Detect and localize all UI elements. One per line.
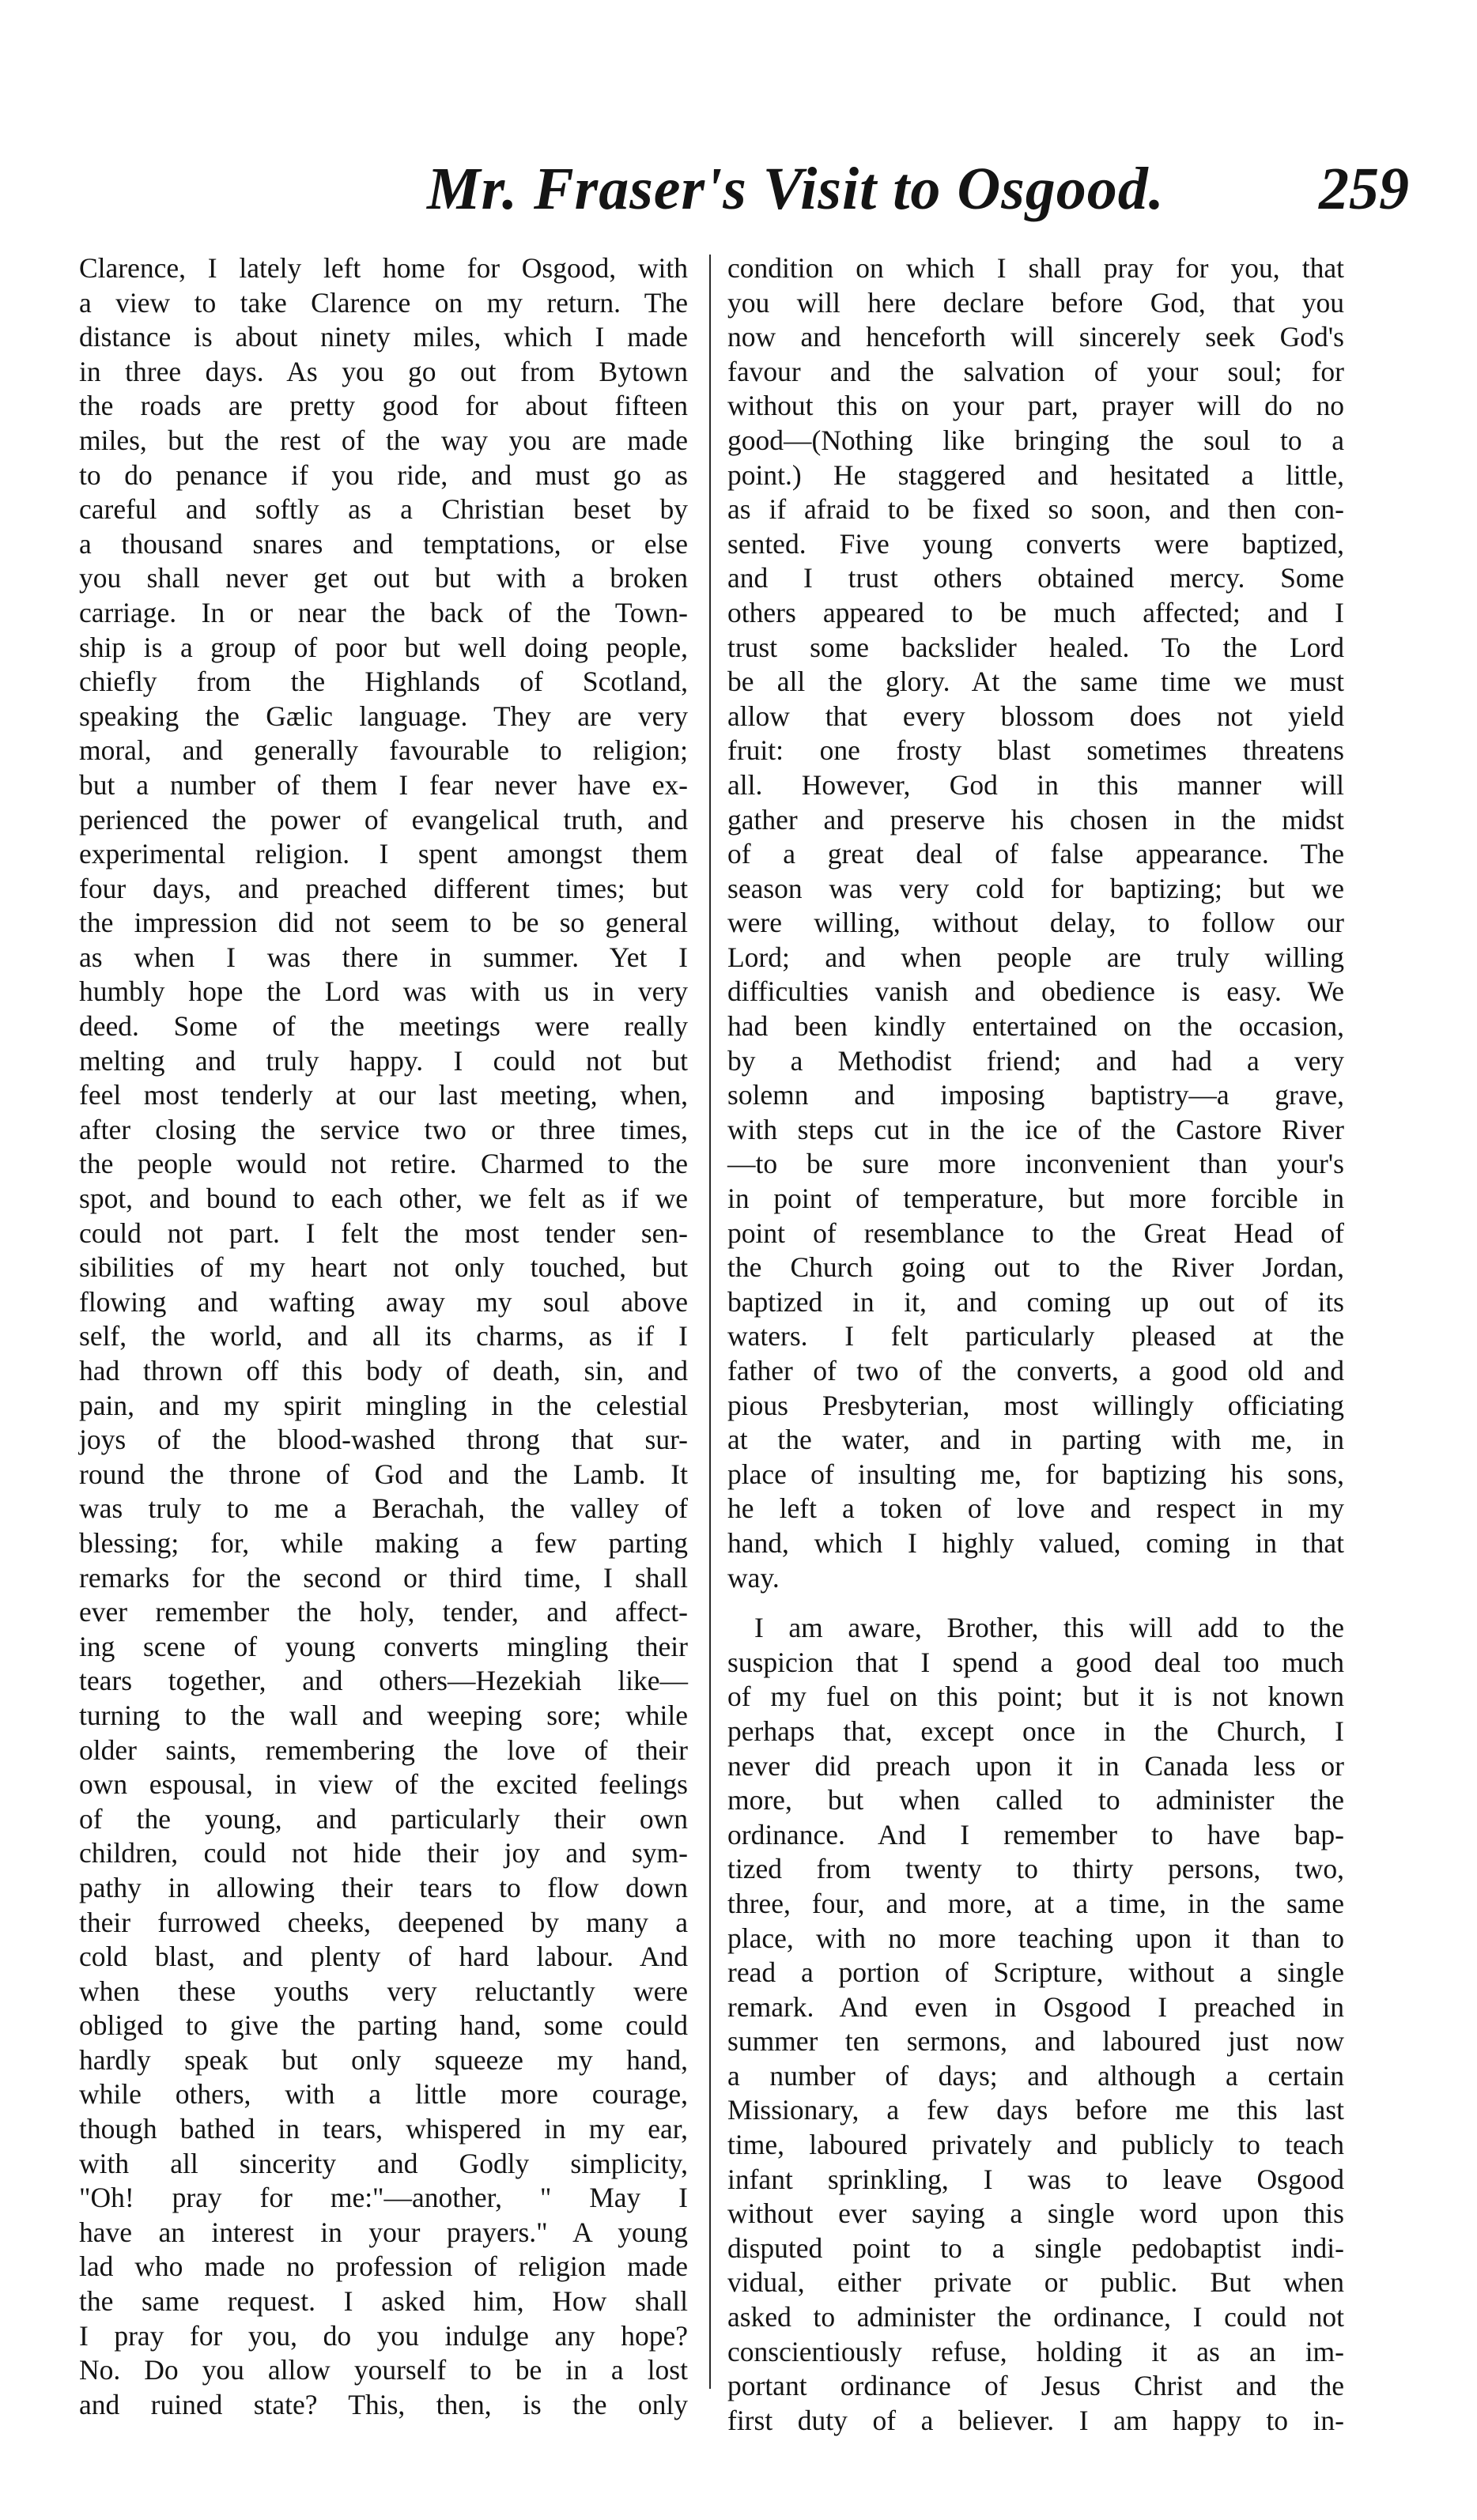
text-line: chiefly from the Highlands of Scotland, [79, 666, 688, 698]
text-line: were willing, without delay, to follow our [727, 907, 1344, 939]
text-line: of my fuel on this point; but it is not known [727, 1681, 1344, 1713]
text-line: I am aware, Brother, this will add to the [754, 1612, 1344, 1644]
text-line: with all sincerity and Godly simplicity, [79, 2147, 688, 2179]
text-line: asked to administer the ordinance, I could not [727, 2301, 1344, 2333]
text-line: tized from twenty to thirty persons, two, [727, 1853, 1344, 1885]
text-line: difficulties vanish and obedience is easy. We [727, 975, 1344, 1008]
text-line: children, could not hide their joy and sym- [79, 1837, 688, 1869]
text-line: sented. Five young converts were baptized, [727, 527, 1344, 560]
text-line: and ruined state? This, then, is the only [79, 2388, 688, 2420]
text-line: you shall never get out but with a broken [79, 562, 688, 594]
text-line: conscientiously refuse, holding it as an im- [727, 2335, 1344, 2367]
text-line: ever remember the holy, tender, and affect- [79, 1596, 688, 1628]
text-line: to do penance if you ride, and must go as [79, 458, 688, 491]
text-line: pathy in allowing their tears to flow down [79, 1871, 688, 1903]
text-line: could not part. I felt the most tender sen- [79, 1217, 688, 1249]
text-line: Clarence, I lately left home for Osgood, with [79, 252, 688, 284]
text-line: be all the glory. At the same time we must [727, 666, 1344, 698]
text-line: moral, and generally favourable to religion; [79, 734, 688, 767]
left-column [79, 251, 688, 2422]
text-line: lad who made no profession of religion made [79, 2250, 688, 2283]
text-line: summer ten sermons, and laboured just now [727, 2025, 1344, 2058]
text-line: pious Presbyterian, most willingly officiating [727, 1389, 1344, 1421]
text-line: now and henceforth will sincerely seek God's [727, 321, 1344, 353]
text-line: ing scene of young converts mingling their [79, 1630, 688, 1662]
running-title: Mr. Fraser's Visit to Osgood. [427, 156, 1165, 222]
text-line: the impression did not seem to be so general [79, 907, 688, 939]
text-line: experimental religion. I spent amongst them [79, 838, 688, 870]
text-line: joys of the blood-washed throng that sur- [79, 1424, 688, 1456]
text-line: hand, which I highly valued, coming in that [727, 1526, 1344, 1559]
text-line: carriage. In or near the back of the Town- [79, 596, 688, 628]
text-line: disputed point to a single pedobaptist indi- [727, 2231, 1344, 2264]
text-line: solemn and imposing baptistry—a grave, [727, 1079, 1344, 1111]
text-line: never did preach upon it in Canada less or [727, 1749, 1344, 1782]
text-line: time, laboured privately and publicly to teach [727, 2129, 1344, 2161]
text-line: more, but when called to administer the [727, 1784, 1344, 1816]
text-line: in point of temperature, but more forcible in [727, 1183, 1344, 1215]
text-line: pain, and my spirit mingling in the celestial [79, 1389, 688, 1421]
text-line: Missionary, a few days before me this last [727, 2094, 1344, 2126]
text-line: tears together, and others—Hezekiah like— [79, 1665, 688, 1697]
text-line: No. Do you allow yourself to be in a lost [79, 2354, 688, 2386]
text-line: he left a token of love and respect in my [727, 1492, 1344, 1525]
text-line: distance is about ninety miles, which I made [79, 321, 688, 353]
text-line: their furrowed cheeks, deepened by many a [79, 1906, 688, 1938]
text-line: obliged to give the parting hand, some could [79, 2009, 688, 2042]
text-line: perhaps that, except once in the Church, I [727, 1715, 1344, 1747]
page-number: 259 [1319, 156, 1409, 222]
text-line: gather and preserve his chosen in the midst [727, 803, 1344, 836]
text-line: Lord; and when people are truly willing [727, 941, 1344, 973]
text-line: three, four, and more, at a time, in the same [727, 1887, 1344, 1919]
text-line: infant sprinkling, I was to leave Osgood [727, 2163, 1344, 2195]
text-line: but a number of them I fear never have ex- [79, 768, 688, 801]
text-line: point.) He staggered and hesitated a little, [727, 458, 1344, 491]
text-line: self, the world, and all its charms, as if I [79, 1320, 688, 1352]
text-line: round the throne of God and the Lamb. It [79, 1458, 688, 1490]
text-line: others appeared to be much affected; and I [727, 596, 1344, 628]
text-line: father of two of the converts, a good old and [727, 1355, 1344, 1386]
page-header [0, 155, 1477, 242]
paragraph-gap [727, 1595, 1344, 1611]
text-line: as if afraid to be fixed so soon, and then con- [727, 493, 1344, 526]
text-line: without this on your part, prayer will do no [727, 390, 1344, 422]
text-line: "Oh! pray for me:"—another, " May I [79, 2182, 688, 2214]
text-line: remarks for the second or third time, I shall [79, 1561, 688, 1594]
text-line: baptized in it, and coming up out of its [727, 1285, 1344, 1318]
text-line: older saints, remembering the love of their [79, 1733, 688, 1766]
text-line: when these youths very reluctantly were [79, 1975, 688, 2007]
text-line: melting and truly happy. I could not but [79, 1044, 688, 1077]
text-line: with steps cut in the ice of the Castore River [727, 1113, 1344, 1145]
right-column [727, 251, 1344, 2438]
text-line: point of resemblance to the Great Head of [727, 1217, 1344, 1249]
text-line: first duty of a believer. I am happy to in- [727, 2404, 1344, 2436]
text-line: waters. I felt particularly pleased at the [727, 1320, 1344, 1352]
text-line: a thousand snares and temptations, or else [79, 527, 688, 560]
text-line: vidual, either private or public. But when [727, 2266, 1344, 2299]
text-line: feel most tenderly at our last meeting, when, [79, 1079, 688, 1111]
text-line: was truly to me a Berachah, the valley of [79, 1492, 688, 1525]
text-line: have an interest in your prayers." A young [79, 2216, 688, 2248]
text-line: condition on which I shall pray for you, that [727, 252, 1344, 284]
text-line: of a great deal of false appearance. The [727, 838, 1344, 870]
text-line: the Church going out to the River Jordan, [727, 1251, 1344, 1284]
text-line: while others, with a little more courage, [79, 2078, 688, 2111]
text-line: the people would not retire. Charmed to the [79, 1148, 688, 1180]
text-line: hardly speak but only squeeze my hand, [79, 2043, 688, 2076]
text-line: and I trust others obtained mercy. Some [727, 562, 1344, 594]
text-line: good—(Nothing like bringing the soul to a [727, 424, 1344, 456]
text-line: though bathed in tears, whispered in my ear, [79, 2113, 688, 2145]
text-line: fruit: one frosty blast sometimes threatens [727, 734, 1344, 767]
text-line: place, with no more teaching upon it than to [727, 1922, 1344, 1954]
text-line: ship is a group of poor but well doing people, [79, 631, 688, 663]
text-line: all. However, God in this manner will [727, 768, 1344, 801]
text-line: ordinance. And I remember to have bap- [727, 1818, 1344, 1850]
column-divider [709, 255, 711, 2389]
text-line: allow that every blossom does not yield [727, 700, 1344, 732]
text-line: trust some backslider healed. To the Lord [727, 631, 1344, 663]
text-line: sibilities of my heart not only touched, but [79, 1251, 688, 1284]
text-line: careful and softly as a Christian beset by [79, 493, 688, 526]
text-line: —to be sure more inconvenient than your's [727, 1148, 1344, 1180]
text-line: remark. And even in Osgood I preached in [727, 1990, 1344, 2023]
text-line: of the young, and particularly their own [79, 1802, 688, 1835]
text-line: without ever saying a single word upon this [727, 2197, 1344, 2230]
text-line: at the water, and in parting with me, in [727, 1424, 1344, 1456]
text-line: suspicion that I spend a good deal too much [727, 1646, 1344, 1678]
text-line: a view to take Clarence on my return. The [79, 286, 688, 319]
text-line: blessing; for, while making a few parting [79, 1526, 688, 1559]
text-line: humbly hope the Lord was with us in very [79, 975, 688, 1008]
text-line: I pray for you, do you indulge any hope? [79, 2319, 688, 2352]
text-line: cold blast, and plenty of hard labour. And [79, 1941, 688, 1973]
text-line: spot, and bound to each other, we felt as if we [79, 1183, 688, 1215]
text-line: had thrown off this body of death, sin, and [79, 1355, 688, 1386]
text-line: by a Methodist friend; and had a very [727, 1044, 1344, 1077]
text-line: season was very cold for baptizing; but we [727, 872, 1344, 904]
text-line: favour and the salvation of your soul; for [727, 355, 1344, 387]
text-line: deed. Some of the meetings were really [79, 1010, 688, 1043]
text-line: flowing and wafting away my soul above [79, 1285, 688, 1318]
text-line: the same request. I asked him, How shall [79, 2285, 688, 2318]
text-line: four days, and preached different times; but [79, 872, 688, 904]
text-line: a number of days; and although a certain [727, 2059, 1344, 2092]
text-line: way. [727, 1561, 780, 1594]
text-line: as when I was there in summer. Yet I [79, 941, 688, 973]
text-line: own espousal, in view of the excited feelings [79, 1768, 688, 1801]
text-line: had been kindly entertained on the occasion, [727, 1010, 1344, 1043]
text-line: you will here declare before God, that you [727, 286, 1344, 319]
text-line: turning to the wall and weeping sore; while [79, 1699, 688, 1731]
text-line: the roads are pretty good for about fifteen [79, 390, 688, 422]
text-line: perienced the power of evangelical truth, and [79, 803, 688, 836]
text-line: in three days. As you go out from Bytown [79, 355, 688, 387]
text-line: portant ordinance of Jesus Christ and the [727, 2370, 1344, 2402]
text-line: miles, but the rest of the way you are made [79, 424, 688, 456]
text-line: read a portion of Scripture, without a single [727, 1956, 1344, 1989]
text-line: after closing the service two or three times, [79, 1113, 688, 1145]
text-line: speaking the Gælic language. They are very [79, 700, 688, 732]
text-line: place of insulting me, for baptizing his sons, [727, 1458, 1344, 1490]
